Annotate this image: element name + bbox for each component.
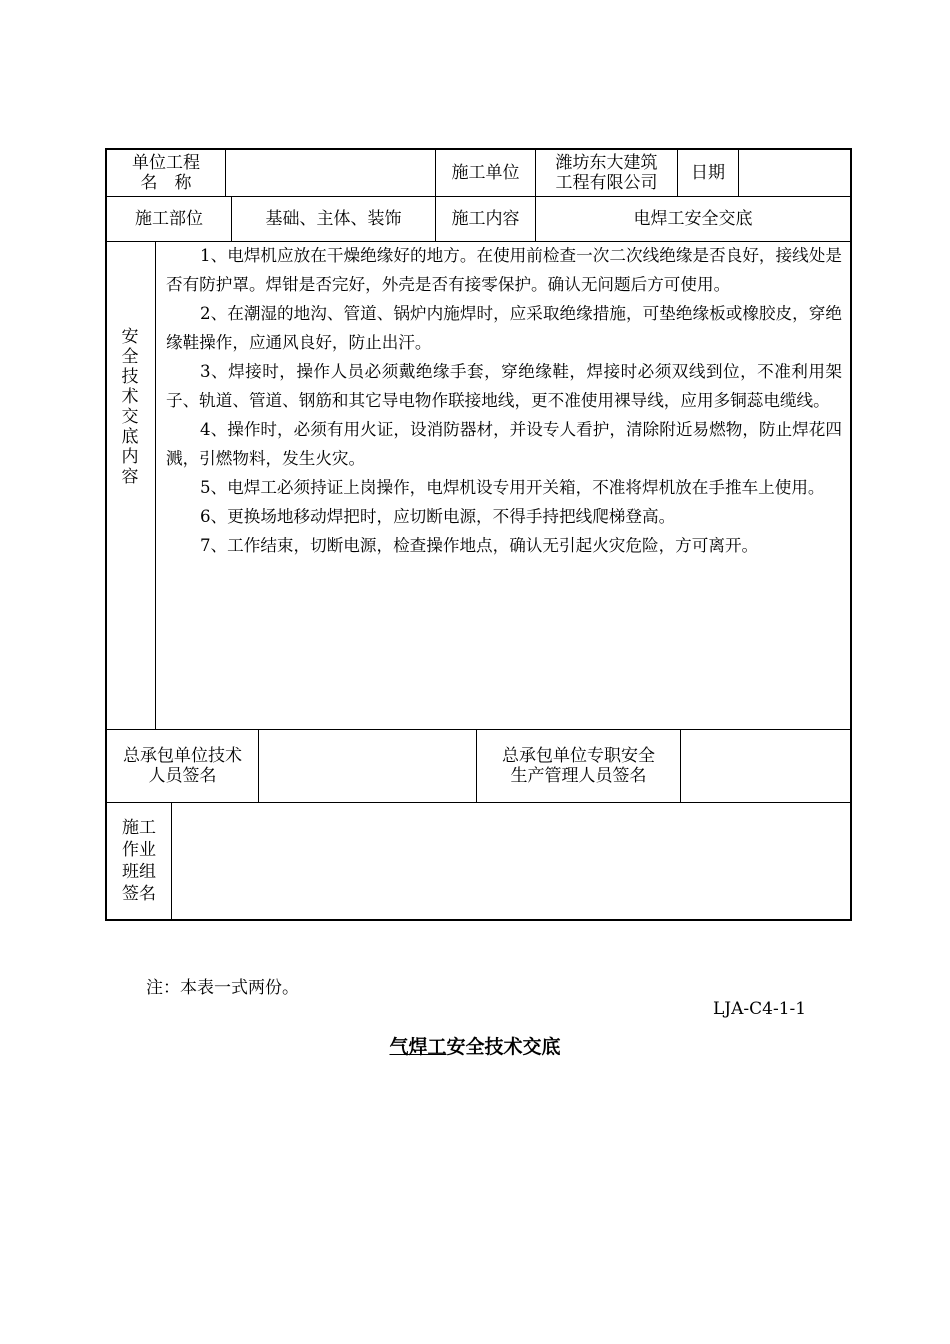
safety-manager-signature-label: 总承包单位专职安全 生产管理人员签名 (502, 746, 655, 786)
date-label: 日期 (691, 163, 725, 183)
project-name-field[interactable] (226, 150, 435, 196)
safety-item: 2、在潮湿的地沟、管道、锅炉内施焊时，应采取绝缘措施，可垫绝缘板或橡胶皮，穿绝缘鞋操作，应通风良好，防止出汗。 (166, 304, 842, 352)
form-code: LJA-C4-1-1 (713, 999, 807, 1019)
construction-part-value: 基础、主体、装饰 (265, 209, 402, 229)
next-title-rest: 安全技术交底 (446, 1036, 561, 1058)
construction-content-label: 施工内容 (451, 209, 520, 229)
date-field[interactable] (739, 150, 850, 196)
footnote: 注：本表一式两份。 (146, 978, 299, 998)
safety-item: 4、操作时，必须有用火证，设消防器材，并设专人看护，清除附近易燃物，防止焊花四溅，引燃物料，发生火灾。 (166, 420, 842, 468)
work-team-signature-field[interactable] (172, 803, 850, 919)
col-divider (155, 241, 156, 729)
next-section-title (0, 1032, 950, 1059)
next-title-underlined: 气焊工 (389, 1036, 447, 1058)
work-team-signature-label: 施工 作业 班组 签名 (122, 818, 156, 904)
handover-content-body (166, 241, 842, 560)
construction-unit-value: 潍坊东大建筑 工程有限公司 (555, 153, 658, 193)
safety-manager-signature-field[interactable] (681, 730, 850, 802)
tech-staff-signature-field[interactable] (259, 730, 476, 802)
construction-part-label: 施工部位 (135, 209, 203, 229)
safety-item: 5、电焊工必须持证上岗操作，电焊机设专用开关箱，不准将焊机放在手推车上使用。 (200, 478, 825, 497)
construction-content-value: 电焊工安全交底 (633, 209, 753, 229)
tech-staff-signature-label: 总承包单位技术 人员签名 (123, 746, 242, 786)
handover-content-label: 安全技术交底内容 (121, 327, 139, 487)
safety-item: 6、更换场地移动焊把时，应切断电源，不得手持把线爬梯登高。 (200, 507, 676, 526)
project-name-label: 单位工程 名 称 (132, 153, 200, 193)
safety-item: 1、电焊机应放在干燥绝缘好的地方。在使用前检查一次二次线绝缘是否良好，接线处是否有防护罩。焊钳是否完好，外壳是否有接零保护。确认无问题后方可使用。 (166, 246, 842, 294)
construction-unit-label: 施工单位 (451, 163, 520, 183)
safety-item: 3、焊接时，操作人员必须戴绝缘手套，穿绝缘鞋，焊接时必须双线到位，不准利用架子、轨道、管道、钢筋和其它导电物作联接地线，更不准使用裸导线，应用多铜蕊电缆线。 (166, 362, 842, 410)
safety-item: 7、工作结束，切断电源，检查操作地点，确认无引起火灾危险，方可离开。 (200, 536, 759, 555)
